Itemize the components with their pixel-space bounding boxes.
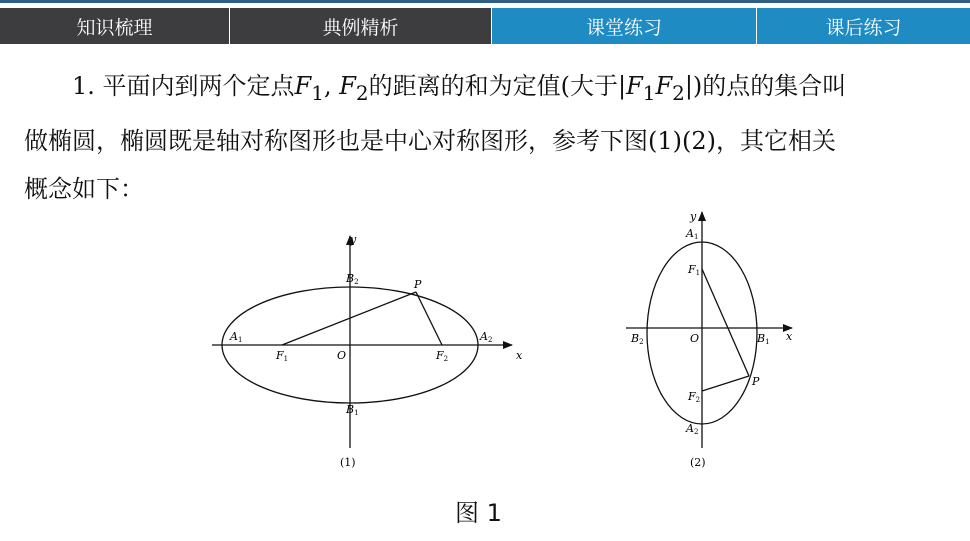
figure-caption: 图 1	[455, 499, 502, 527]
item-number: 1.	[72, 72, 95, 100]
tab-homework-exercise[interactable]	[756, 8, 970, 44]
figure-1-svg	[205, 222, 535, 477]
segment-F1-P	[282, 292, 416, 345]
section-tab-bar	[0, 8, 970, 44]
focus-F1-label: F1	[688, 263, 701, 277]
tab-label: 典例精析	[322, 16, 399, 39]
vertex-A1-label: A1	[230, 330, 243, 344]
point-P-label: P	[752, 375, 760, 388]
definition-paragraph	[24, 62, 949, 213]
tab-label: 课后练习	[825, 16, 902, 39]
vertex-A2-label: A2	[480, 330, 493, 344]
origin-label: O	[337, 349, 347, 362]
segment-F1-P	[702, 269, 749, 376]
figure-2-vertical-ellipse	[620, 205, 805, 480]
x-axis-label: x	[516, 349, 523, 362]
vertex-A1-label: A1	[686, 227, 699, 241]
y-axis-label: y	[350, 233, 357, 246]
focus-F2-label: F2	[688, 390, 701, 404]
vertex-B2-label: B2	[631, 332, 644, 346]
x-axis-label: x	[786, 330, 793, 343]
y-axis-label: y	[690, 210, 697, 223]
tab-knowledge-review[interactable]	[0, 8, 229, 44]
vertex-A2-label: A2	[686, 422, 699, 436]
tab-example-analysis[interactable]	[229, 8, 491, 44]
vertex-B1-label: B1	[346, 403, 359, 417]
top-accent-line	[0, 0, 970, 3]
tab-class-exercise[interactable]	[491, 8, 756, 44]
tab-label: 知识梳理	[76, 16, 153, 39]
figure-1-label: (1)	[340, 456, 356, 469]
vertex-B2-label: B2	[346, 272, 359, 286]
vertex-B1-label: B1	[757, 332, 770, 346]
paragraph-line-2: 做椭圆，椭圆既是轴对称图形也是中心对称图形，参考下图(1)(2)，其它相关	[24, 126, 836, 155]
tab-label: 课堂练习	[585, 16, 662, 39]
segment-P-F2	[702, 376, 749, 391]
figure-1-horizontal-ellipse	[205, 222, 535, 477]
focus-F1-label: F1	[276, 349, 289, 363]
paragraph-line-1: 1. 平面内到两个定点$F_1$, $F_2$的距离的和为定值(大于$|F_1F_2|$)的点的集合叫	[72, 72, 847, 105]
figure-2-label: (2)	[690, 456, 706, 469]
origin-label: O	[690, 332, 700, 345]
point-P-label: P	[414, 278, 422, 291]
figure-2-svg	[620, 205, 805, 480]
focus-F2-label: F2	[436, 349, 449, 363]
paragraph-line-3: 概念如下：	[24, 174, 144, 203]
